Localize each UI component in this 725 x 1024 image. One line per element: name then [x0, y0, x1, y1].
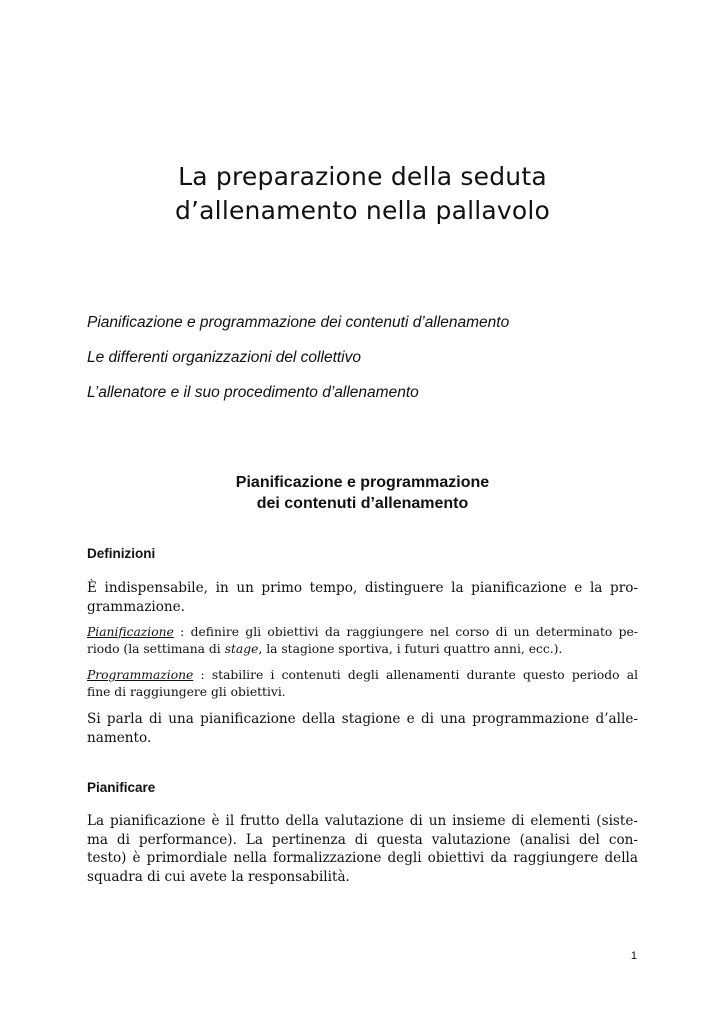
paragraph-line: grammazione. [87, 598, 186, 615]
pianificazione-definition [87, 624, 638, 657]
section-heading-line-2: dei contenuti d’allenamento [256, 495, 469, 512]
paragraph-line: ma di performance). La pertinenza di questa valutazione (analisi del con- [87, 831, 638, 848]
paragraph-line: Si parla di una pianificazione della stagione e di una programmazione d’alle- [87, 711, 638, 727]
topic-item: Le differenti organizzazioni del collettivo [87, 349, 361, 366]
paragraph-line [87, 667, 638, 684]
section-heading-line-1: Pianificazione e programmazione [235, 474, 490, 491]
definizioni-intro-paragraph [87, 579, 638, 616]
paragraph-line: La pianificazione è il frutto della valutazione di un insieme di elementi (siste- [87, 813, 638, 829]
pianificare-paragraph [87, 812, 638, 886]
programmazione-term: Programmazione [87, 668, 194, 682]
paragraph-line [87, 624, 638, 641]
definizioni-summary-paragraph [87, 710, 638, 747]
document-title [0, 160, 725, 228]
pianificazione-definition-text: : definire gli obiettivi da raggiungere nel corso di un determinato pe- [173, 625, 638, 639]
paragraph-line [87, 641, 638, 658]
paragraph-line: testo) è primordiale nella formalizzazione degli obiettivi da raggiungere della [87, 850, 638, 866]
pianificare-heading: Pianificare [87, 780, 156, 795]
page-number: 1 [630, 950, 637, 962]
paragraph-line: squadra di cui avete la responsabilità. [87, 868, 350, 885]
programmazione-definition-text: : stabilire i contenuti degli allenamenti durante questo periodo al [193, 668, 638, 682]
section-heading [0, 472, 725, 514]
paragraph-line: namento. [87, 729, 152, 746]
definizioni-heading: Definizioni [87, 546, 156, 561]
document-title-line-2: d’allenamento nella pallavolo [174, 196, 551, 225]
document-title-line-1: La preparazione della seduta [178, 162, 547, 191]
topic-list [87, 313, 647, 418]
pianificazione-definition-text: riodo (la settimana di [87, 641, 225, 656]
stage-emphasis: stage [224, 641, 259, 656]
pianificazione-definition-text: , la stagione sportiva, i futuri quattro anni, ecc.). [258, 641, 563, 656]
topic-item: L’allenatore e il suo procedimento d’allenamento [87, 384, 419, 401]
programmazione-definition [87, 667, 638, 700]
paragraph-line: fine di raggiungere gli obiettivi. [87, 684, 286, 699]
pianificazione-term: Pianificazione [87, 625, 174, 639]
paragraph-line: È indispensabile, in un primo tempo, distinguere la pianificazione e la pro- [87, 580, 638, 596]
topic-item: Pianificazione e programmazione dei contenuti d’allenamento [87, 314, 510, 331]
